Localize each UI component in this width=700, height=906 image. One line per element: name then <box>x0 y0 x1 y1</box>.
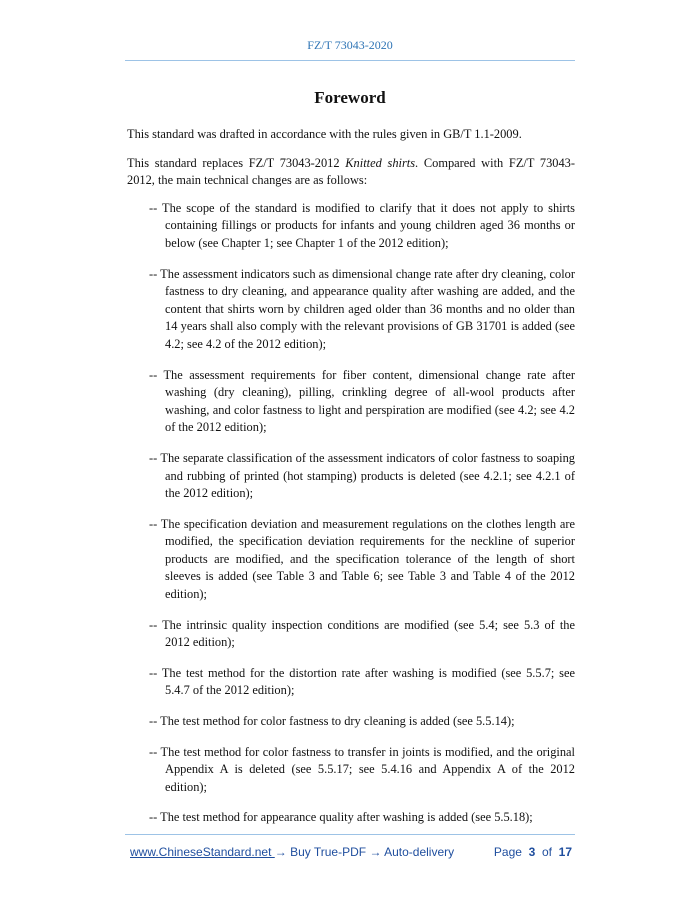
paragraph-replacement <box>127 155 575 190</box>
list-item: -- The test method for color fastness to transfer in joints is modified, and the original Appendix A is deleted (see 5.5.17; see 5.4.16 and Appendix A of the 2012 edition); <box>149 744 575 794</box>
replaced-standard-title: Knitted shirts <box>345 155 416 170</box>
footer-promo-link[interactable] <box>130 845 454 859</box>
list-item: -- The specification deviation and measurement regulations on the clothes length are modified, the specification deviation requirements for the neckline of superior products are modified, and the specification tolerance of the length of short sleeves is added (see Table 3 and Table 6; see Table 3 and Table 4 of the 2012 edition); <box>149 516 575 602</box>
list-item: -- The test method for color fastness to dry cleaning is added (see 5.5.14); <box>149 714 515 729</box>
page-title: Foreword <box>314 88 386 107</box>
page-footer <box>130 845 572 861</box>
page-total: 17 <box>558 845 572 859</box>
footer-promo-text: → Buy True-PDF → Auto-delivery <box>274 845 455 859</box>
replacement-text-end: . Compared with FZ/T 73043-2012, the main technical changes are as follows: <box>127 155 575 188</box>
list-item: -- The intrinsic quality inspection conditions are modified (see 5.4; see 5.3 of the 2012 edition); <box>149 617 575 650</box>
technical-changes-list <box>127 200 575 827</box>
list-item: -- The assessment indicators such as dimensional change rate after dry cleaning, color fastness to dry cleaning, and appearance quality after washing are added, and the content that shirts worn by children aged older than 36 months and no older than 14 years shall also comply with the relevant provisions of GB 31701 is added (see 4.2; see 4.2 of the 2012 edition); <box>149 266 575 351</box>
footer-divider <box>125 834 575 835</box>
list-item: -- The test method for the distortion rate after washing is modified (see 5.5.7; see 5.4.7 of the 2012 edition); <box>149 665 575 698</box>
header-divider <box>125 60 575 61</box>
foreword-body <box>127 126 575 827</box>
page-number <box>494 845 572 859</box>
page-of-label: of <box>541 845 552 859</box>
list-item: -- The assessment requirements for fiber content, dimensional change rate after washing (dry cleaning), pilling, crinkling degree of all-wool products after washing, and color fastness to light and perspiration are modified (see 4.2; see 4.2 of the 2012 edition); <box>149 367 575 435</box>
list-item: -- The separate classification of the assessment indicators of color fastness to soaping and rubbing of printed (hot stamping) products is deleted (see 4.2.1; see 4.2.1 of the 2012 edition); <box>149 450 575 501</box>
website-link[interactable]: www.ChineseStandard.net <box>130 845 275 859</box>
page-label: Page <box>493 845 522 859</box>
page-current: 3 <box>528 845 536 859</box>
replacement-text-start: This standard replaces FZ/T 73043-2012 <box>127 155 346 170</box>
paragraph-drafting-rules: This standard was drafted in accordance with the rules given in GB/T 1.1-2009. <box>127 127 522 141</box>
list-item: -- The scope of the standard is modified to clarify that it does not apply to shirts containing fillings or products for infants and young children aged 36 months or below (see Chapter 1; see Chapter 1 of the 2012 edition); <box>149 200 575 250</box>
list-item: -- The test method for appearance quality after washing is added (see 5.5.18); <box>149 810 533 825</box>
running-header: FZ/T 73043-2020 <box>307 38 393 52</box>
